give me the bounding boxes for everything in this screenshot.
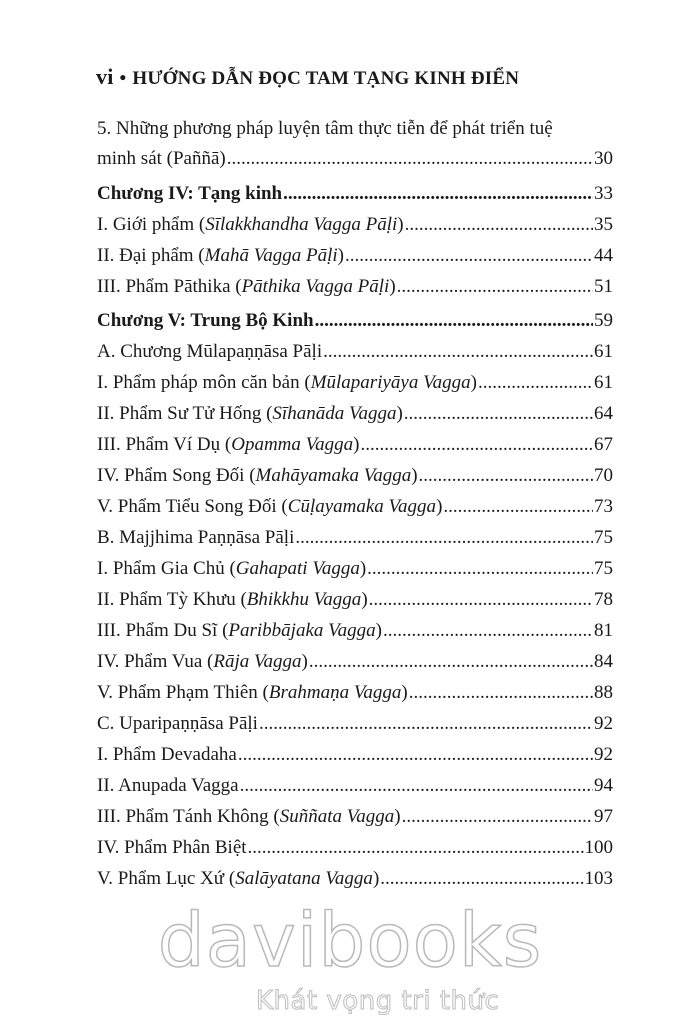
toc-entry <box>97 336 613 367</box>
watermark-tagline: Khát vọng tri thức <box>256 986 500 1016</box>
dot-leader <box>443 491 593 522</box>
dot-leader <box>238 739 593 770</box>
dot-leader <box>380 863 583 894</box>
toc-entry-title <box>97 646 308 677</box>
toc-entry-title <box>97 677 408 708</box>
toc-entry-page: 61 <box>594 341 613 362</box>
toc-entry-page: 44 <box>594 245 613 266</box>
toc-entry-title-text: I. Giới phẩm ( <box>97 214 206 235</box>
toc-entry-title-text: II. Phẩm Sư Tử Hống ( <box>97 403 273 424</box>
toc-entry-title-close: ) <box>359 558 367 579</box>
toc-entry-title-text: III. Phẩm Tánh Không ( <box>97 806 280 827</box>
toc-entry-title <box>97 429 359 460</box>
dot-leader <box>383 615 593 646</box>
toc-entry-title <box>97 708 258 739</box>
toc-entry-pali-title: Mahāyamaka Vagga <box>255 465 412 486</box>
toc-entry-title-text: I. Phẩm pháp môn căn bản ( <box>97 372 311 393</box>
toc-entry-page: 100 <box>584 837 613 858</box>
header-page-number: vi <box>96 64 114 89</box>
toc-entry-page: 67 <box>594 434 613 455</box>
toc-entry-pali-title: Gahapati Vagga <box>235 558 360 579</box>
toc-entry-page: 78 <box>594 589 613 610</box>
toc-entry-page: 81 <box>594 620 613 641</box>
toc-entry-title <box>97 522 294 553</box>
toc-entry-title-text: IV. Phẩm Phân Biệt <box>97 837 247 858</box>
toc-entry-page: 51 <box>594 276 613 297</box>
toc-entry-page: 88 <box>594 682 613 703</box>
toc-entry-title-text: Chương IV: Tạng kinh <box>97 183 283 204</box>
toc-entry-page: 84 <box>594 651 613 672</box>
toc-entry-title <box>97 491 442 522</box>
toc-entry <box>97 708 613 739</box>
toc-entry-page: 33 <box>594 183 613 204</box>
toc-entry-page: 103 <box>584 868 613 889</box>
dot-leader <box>323 336 593 367</box>
header-book-title: HƯỚNG DẪN ĐỌC TAM TẠNG KINH ĐIỂN <box>132 68 520 89</box>
toc-entry-title-text: C. Uparipaṇṇāsa Pāḷi <box>97 713 258 734</box>
toc-entry-page: 73 <box>594 496 613 517</box>
toc-entry <box>97 646 613 677</box>
toc-entry-title-text: V. Phẩm Tiểu Song Đối ( <box>97 496 288 517</box>
toc-entry <box>97 739 613 770</box>
toc-entry-title-close: ) <box>361 589 368 610</box>
dot-leader <box>369 584 593 615</box>
toc-entry-title-text: Chương V: Trung Bộ Kinh <box>97 310 314 331</box>
toc-entry-title <box>97 178 282 209</box>
running-header <box>96 64 519 90</box>
dot-leader <box>402 801 593 832</box>
toc-entry-pali-title: Pāthika Vagga Pāḷi <box>241 276 390 297</box>
toc-entry-page: 30 <box>594 148 613 169</box>
toc-entry-title <box>97 209 404 240</box>
dot-leader <box>404 398 593 429</box>
toc-entry-title-text: IV. Phẩm Vua ( <box>97 651 214 672</box>
toc-entry-pali-title: Sīhanāda Vagga <box>272 403 397 424</box>
toc-entry-title-text: I. Phẩm Gia Chủ ( <box>97 558 236 579</box>
dot-leader <box>419 460 593 491</box>
toc-entry-title-close: ) <box>375 620 382 641</box>
toc-entry-list <box>97 178 613 894</box>
dot-leader <box>240 770 593 801</box>
toc-entry-page: 70 <box>594 465 613 486</box>
dot-leader <box>397 271 593 302</box>
toc-entry-title-text: B. Majjhima Paṇṇāsa Pāḷi <box>97 527 295 548</box>
toc-entry-title <box>97 801 401 832</box>
toc-entry-pali-title: Mahā Vagga Pāḷi <box>204 245 338 266</box>
dot-leader <box>259 708 593 739</box>
toc-entry-pali-title: Mūlapariyāya Vagga <box>310 372 471 393</box>
dot-leader <box>248 832 584 863</box>
toc-entry <box>97 832 613 863</box>
toc-entry-page: 92 <box>594 713 613 734</box>
toc-entry-title-text: V. Phẩm Phạm Thiên ( <box>97 682 269 703</box>
toc-entry <box>97 553 613 584</box>
toc-entry-page: 75 <box>594 527 613 548</box>
toc-entry-pali-title: Rāja Vagga <box>213 651 302 672</box>
table-of-contents <box>97 114 613 894</box>
toc-entry-pali-title: Salāyatana Vagga <box>235 868 373 889</box>
toc-entry-pali-title: Suññata Vagga <box>279 806 395 827</box>
toc-entry-title-close: ) <box>411 465 418 486</box>
toc-entry-title: minh sát (Paññā) <box>97 148 226 169</box>
toc-entry <box>97 367 613 398</box>
toc-entry-page: 75 <box>594 558 613 579</box>
toc-entry <box>97 460 613 491</box>
toc-entry-title-text: II. Anupada Vagga <box>97 775 239 796</box>
toc-entry-title <box>97 398 403 429</box>
toc-entry-title-close: ) <box>372 868 380 889</box>
toc-entry-title-close: ) <box>470 372 477 393</box>
toc-entry-page: 59 <box>594 310 613 331</box>
toc-entry-title-text: III. Phẩm Ví Dụ ( <box>97 434 232 455</box>
toc-entry-title-close: ) <box>394 806 401 827</box>
toc-entry-title-close: ) <box>301 651 308 672</box>
toc-chapter-heading <box>97 178 613 209</box>
toc-entry-title-close: ) <box>353 434 360 455</box>
toc-entry-title-text: III. Phẩm Du Sĩ ( <box>97 620 229 641</box>
toc-entry-title <box>97 336 322 367</box>
toc-entry-page: 35 <box>594 214 613 235</box>
toc-entry-first-line1: 5. Những phương pháp luyện tâm thực tiễn để phát triển tuệ <box>97 118 553 139</box>
toc-entry <box>97 271 613 302</box>
dot-leader <box>227 143 593 174</box>
header-separator: • <box>119 68 127 89</box>
toc-entry-title-text: II. Phẩm Tỳ Khưu ( <box>97 589 247 610</box>
toc-entry-title <box>97 305 314 336</box>
toc-entry <box>97 863 613 894</box>
toc-entry <box>97 677 613 708</box>
toc-entry-title-text: III. Phẩm Pāthika ( <box>97 276 242 297</box>
dot-leader <box>315 305 593 336</box>
toc-entry-pali-title: Brahmaṇa Vagga <box>268 682 402 703</box>
toc-entry-page: 92 <box>594 744 613 765</box>
toc-entry-title <box>97 460 418 491</box>
toc-entry-title <box>97 863 379 894</box>
toc-entry <box>97 615 613 646</box>
dot-leader <box>283 178 593 209</box>
toc-entry-page: 61 <box>594 372 613 393</box>
dot-leader <box>478 367 593 398</box>
toc-chapter-heading <box>97 305 613 336</box>
toc-entry-title <box>97 739 237 770</box>
toc-entry-title-close: ) <box>397 214 404 235</box>
toc-entry-title-text: II. Đại phẩm ( <box>97 245 205 266</box>
toc-entry-title <box>97 615 382 646</box>
toc-entry-title-close: ) <box>389 276 396 297</box>
toc-entry-title-text: IV. Phẩm Song Đối ( <box>97 465 256 486</box>
toc-entry-title-text: V. Phẩm Lục Xứ ( <box>97 868 236 889</box>
toc-entry-title <box>97 770 239 801</box>
toc-entry-pali-title: Cūḷayamaka Vagga <box>287 496 437 517</box>
toc-entry-title-text: A. Chương Mūlapaṇṇāsa Pāḷi <box>97 341 323 362</box>
dot-leader <box>309 646 593 677</box>
toc-entry-title <box>97 367 477 398</box>
dot-leader <box>295 522 593 553</box>
toc-entry-title <box>97 240 344 271</box>
toc-entry-title-close: ) <box>436 496 443 517</box>
toc-entry-pali-title: Sīlakkhandha Vagga Pāḷi <box>205 214 398 235</box>
toc-entry <box>97 584 613 615</box>
toc-entry <box>97 491 613 522</box>
toc-entry-pali-title: Bhikkhu Vagga <box>246 589 362 610</box>
toc-entry-title <box>97 832 247 863</box>
toc-entry-title-close: ) <box>396 403 403 424</box>
dot-leader <box>360 429 593 460</box>
toc-entry <box>97 770 613 801</box>
toc-entry <box>97 240 613 271</box>
toc-entry-title <box>97 584 368 615</box>
toc-entry-page: 94 <box>594 775 613 796</box>
dot-leader <box>405 209 593 240</box>
toc-entry <box>97 429 613 460</box>
dot-leader <box>409 677 593 708</box>
toc-entry-title-close: ) <box>401 682 408 703</box>
watermark-brand: davibooks <box>157 898 543 984</box>
dot-leader <box>367 553 593 584</box>
toc-entry-page: 64 <box>594 403 613 424</box>
toc-entry-title <box>97 553 366 584</box>
toc-entry <box>97 522 613 553</box>
toc-entry-title-text: I. Phẩm Devadaha <box>97 744 237 765</box>
toc-entry-pali-title: Opamma Vagga <box>231 434 354 455</box>
toc-entry <box>97 209 613 240</box>
toc-entry <box>97 398 613 429</box>
toc-entry-title <box>97 271 396 302</box>
toc-entry-first <box>97 143 613 174</box>
toc-entry-page: 97 <box>594 806 613 827</box>
toc-entry-pali-title: Paribbājaka Vagga <box>228 620 376 641</box>
dot-leader <box>345 240 593 271</box>
toc-entry-title-close: ) <box>337 245 344 266</box>
toc-entry <box>97 801 613 832</box>
